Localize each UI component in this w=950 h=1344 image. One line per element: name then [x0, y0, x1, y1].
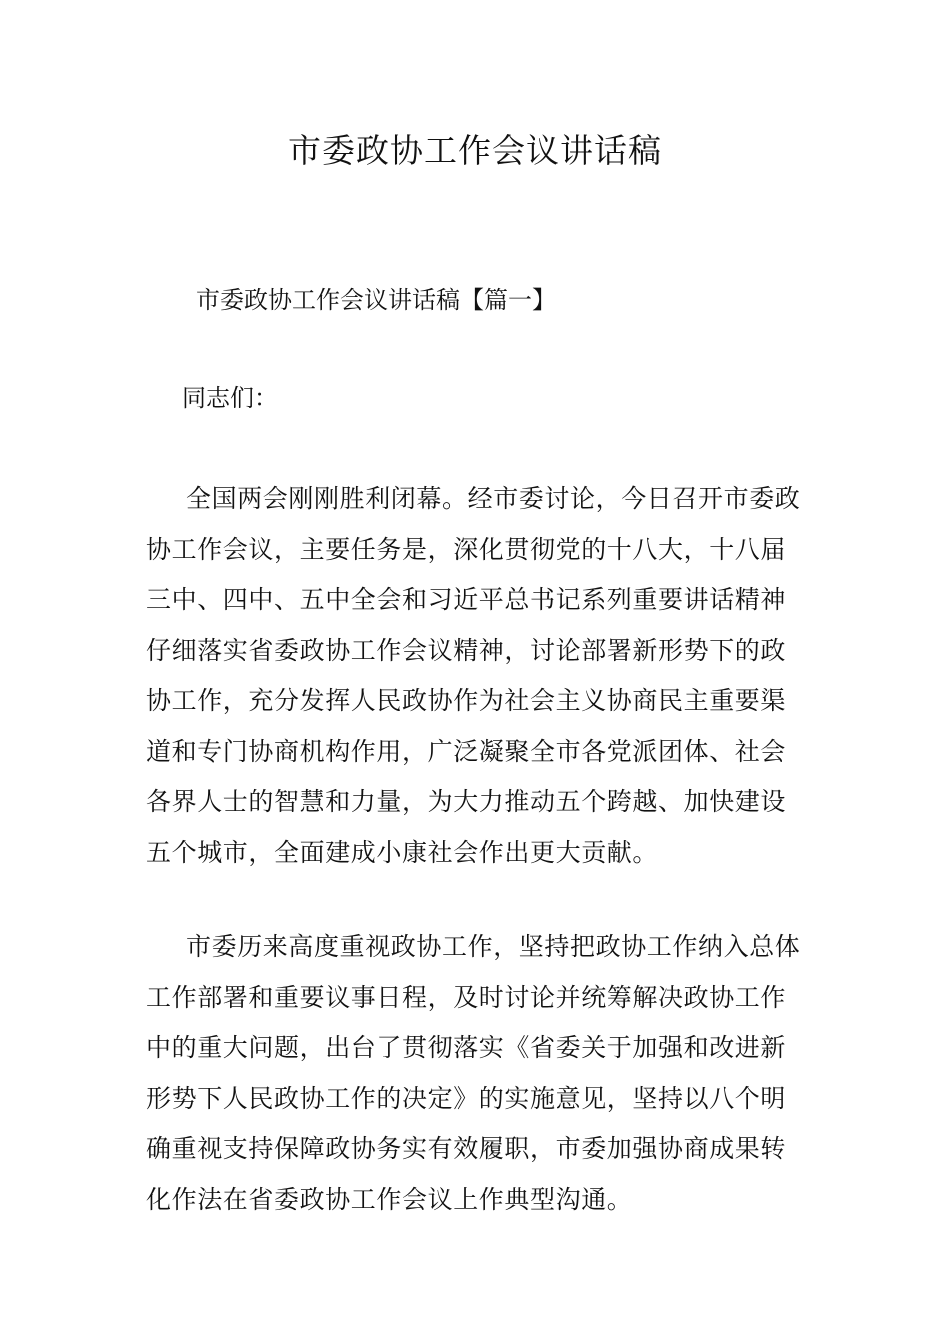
paragraph-line: 形势下人民政协工作的决定》的实施意见，坚持以八个明 — [146, 1083, 787, 1113]
document-title: 市委政协工作会议讲话稿 — [288, 131, 662, 170]
paragraph-line: 道和专门协商机构作用，广泛凝聚全市各党派团体、社会 — [146, 736, 787, 766]
paragraph-line: 确重视支持保障政协务实有效履职，市委加强协商成果转 — [146, 1134, 787, 1163]
paragraph-line: 仔细落实省委政协工作会议精神，讨论部署新形势下的政 — [146, 635, 787, 665]
paragraph-line: 中的重大问题，出台了贯彻落实《省委关于加强和改进新 — [146, 1033, 787, 1062]
section-heading: 市委政协工作会议讲话稿【篇一】 — [196, 286, 556, 314]
paragraph-line: 五个城市，全面建成小康社会作出更大贡献。 — [146, 837, 659, 867]
paragraph-line: 各界人士的智慧和力量，为大力推动五个跨越、加快建设 — [146, 787, 787, 816]
paragraph-line: 三中、四中、五中全会和习近平总书记系列重要讲话精神 — [146, 585, 787, 614]
salutation: 同志们： — [182, 384, 278, 412]
paragraph-line: 协工作，充分发挥人民政协作为社会主义协商民主重要渠 — [146, 686, 787, 715]
paragraph-line: 市委历来高度重视政协工作，坚持把政协工作纳入总体 — [186, 932, 801, 961]
paragraph-line: 化作法在省委政协工作会议上作典型沟通。 — [146, 1184, 633, 1214]
body-paragraph-1 — [146, 474, 811, 878]
body-paragraph-2 — [146, 922, 811, 1225]
paragraph-line: 协工作会议，主要任务是，深化贯彻党的十八大，十八届 — [146, 534, 787, 564]
paragraph-line: 工作部署和重要议事日程，及时讨论并统筹解决政协工作 — [146, 982, 787, 1012]
paragraph-line: 全国两会刚刚胜利闭幕。经市委讨论，今日召开市委政 — [186, 484, 801, 513]
